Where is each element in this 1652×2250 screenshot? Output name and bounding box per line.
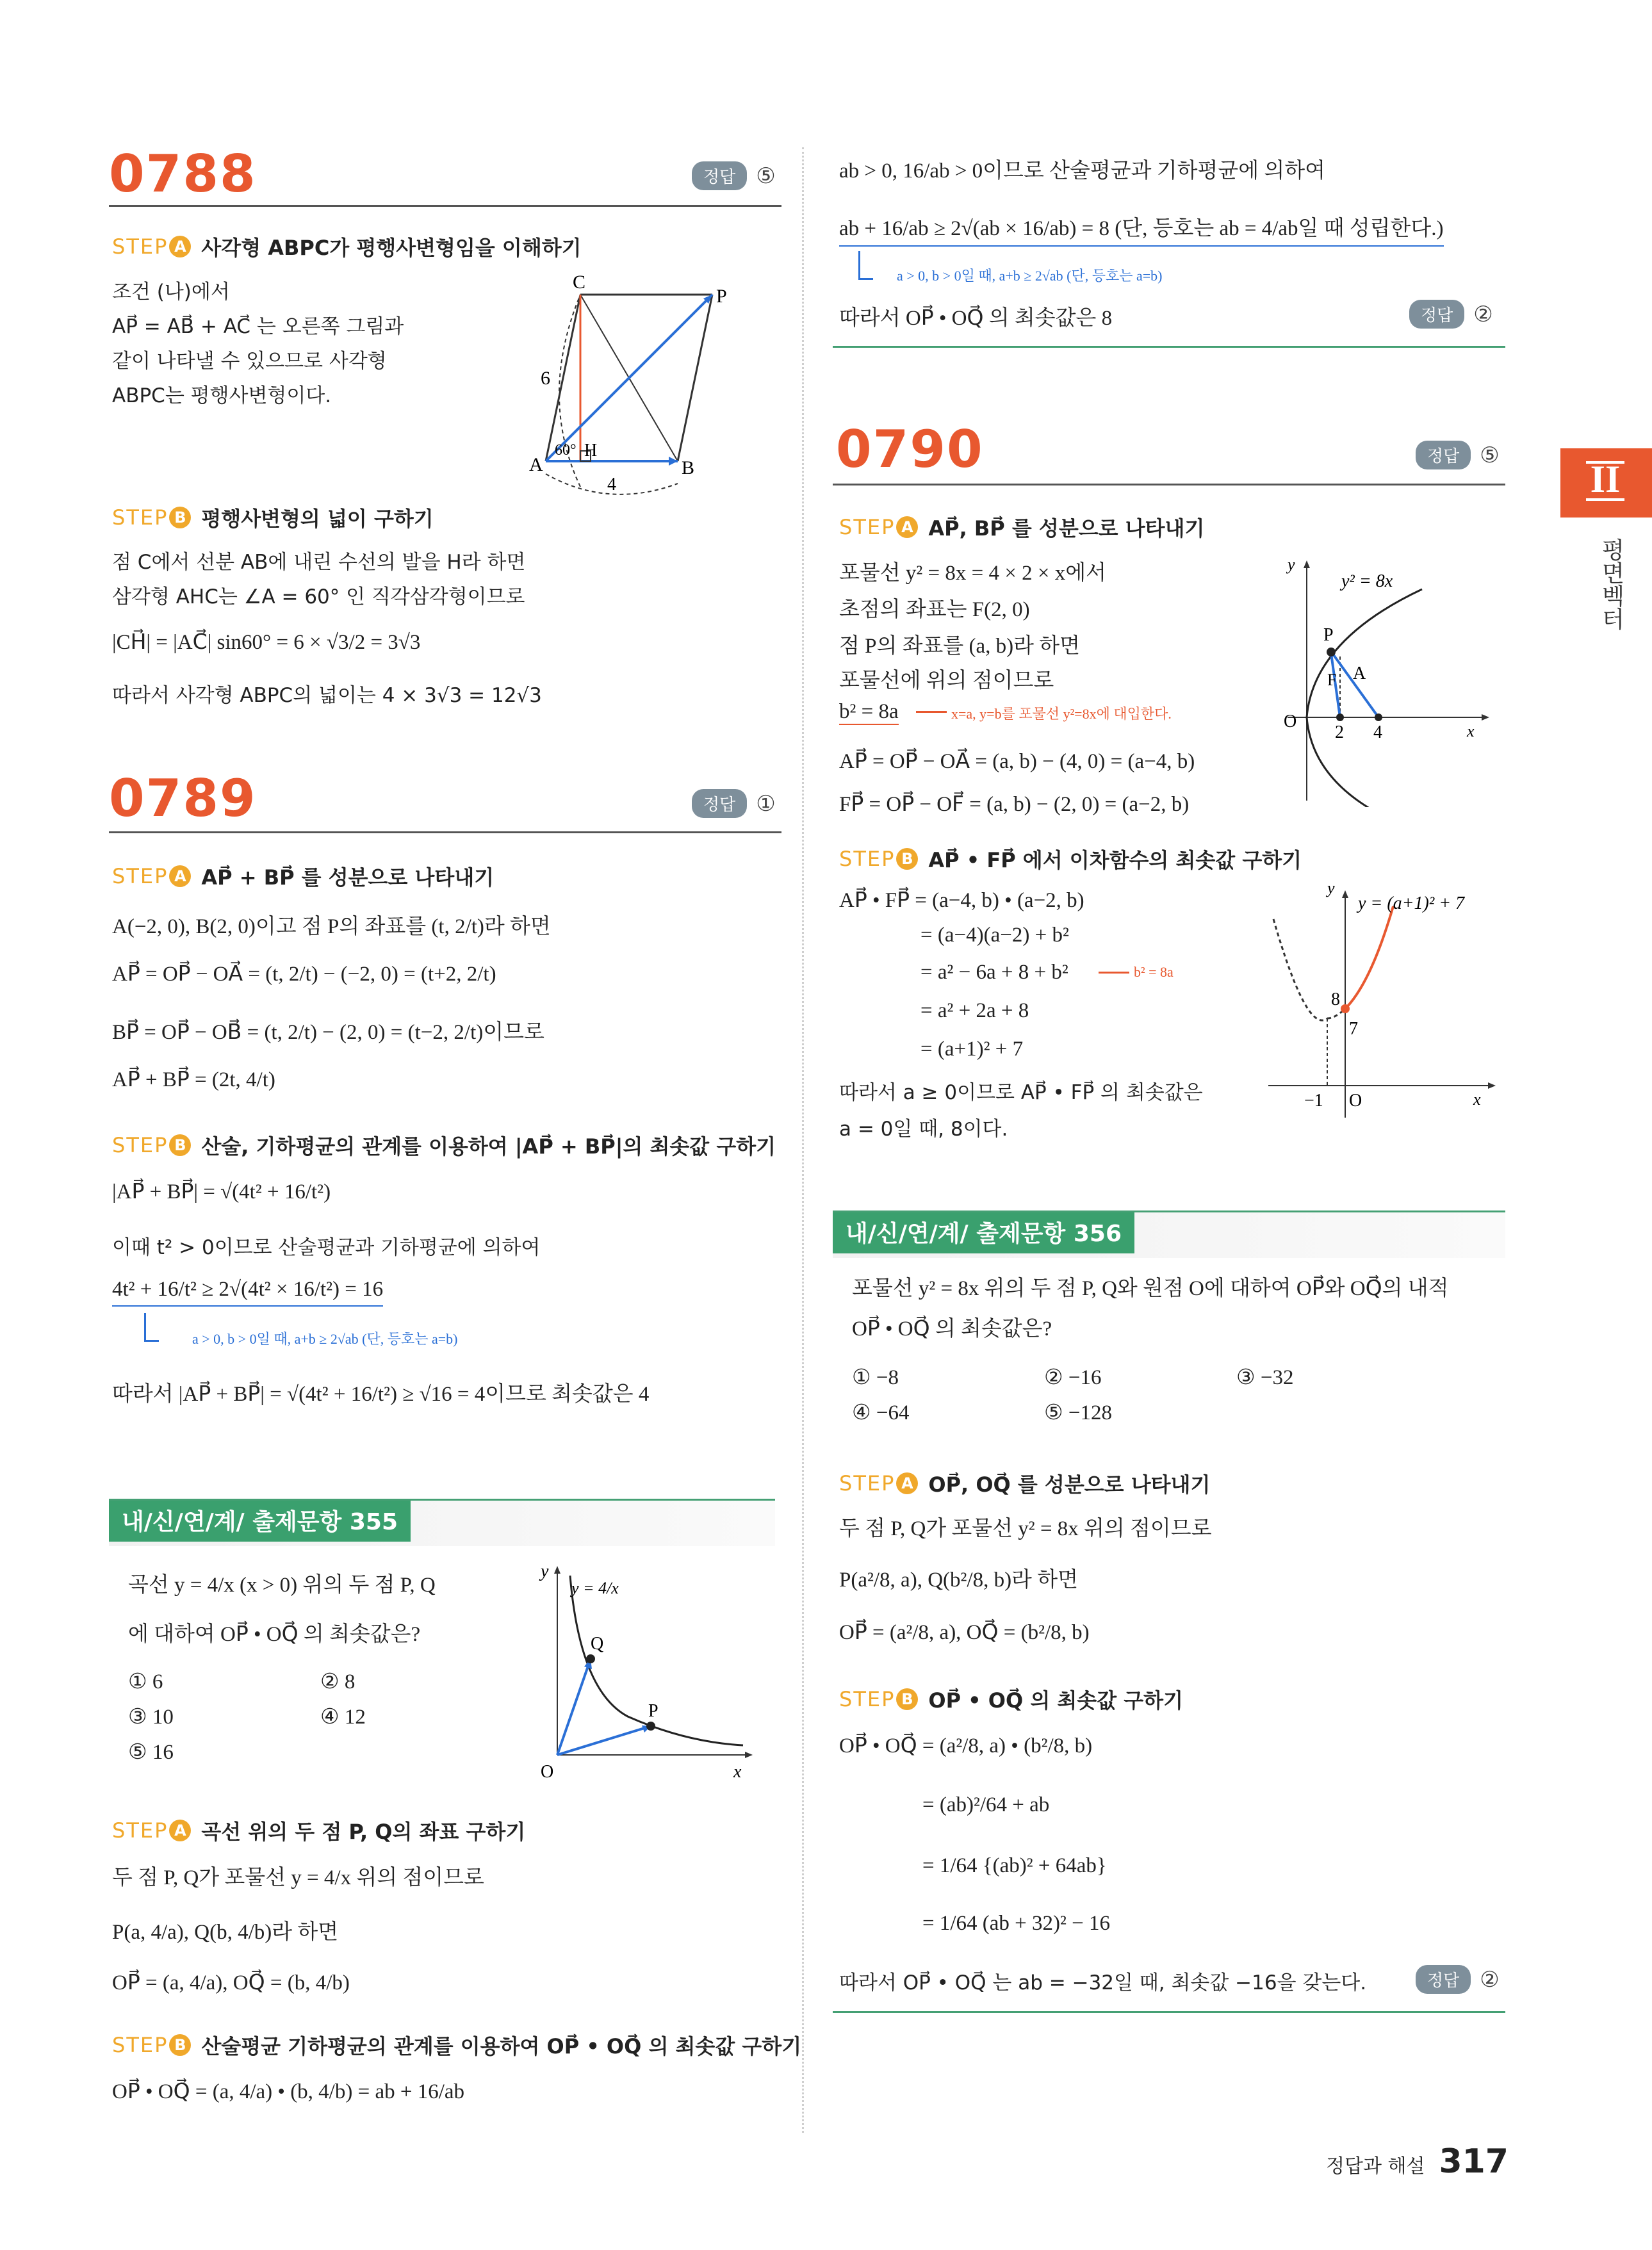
- curve-label: y² = 8x: [1341, 571, 1393, 591]
- choice[interactable]: ⑤ 16: [128, 1741, 174, 1764]
- answer-0789: [692, 789, 776, 818]
- answer-label: 정답: [1416, 441, 1471, 469]
- step-word: STEP: [112, 1818, 168, 1843]
- step-letter: B: [896, 1688, 918, 1710]
- curve-label: y = (a+1)² + 7: [1358, 893, 1465, 913]
- step-title: 곡선 위의 두 점 P, Q의 좌표 구하기: [201, 1820, 526, 1844]
- answer-label: 정답: [692, 161, 747, 190]
- hint-arrow: [916, 711, 947, 713]
- math-line: = (ab)²/64 + ab: [922, 1793, 1050, 1816]
- math-line: OP⃗ • OQ⃗ = (a²/8, a) • (b²/8, b): [839, 1734, 1093, 1757]
- step-a-355: [112, 1816, 525, 1845]
- math-line: |CH⃗| = |AC⃗| sin60° = 6 × √3/2 = 3√3: [112, 631, 421, 654]
- tick-minus1: −1: [1304, 1091, 1323, 1111]
- hint-text: b² = 8a: [1134, 964, 1174, 980]
- label-h: H: [584, 441, 598, 461]
- q355-rule: [109, 1499, 775, 1501]
- origin: O: [1349, 1091, 1362, 1111]
- answer-value: ⑤: [1480, 442, 1500, 468]
- text-line: a = 0일 때, 8이다.: [839, 1118, 1008, 1141]
- math-line: 따라서 |AP⃗ + BP⃗| = √(4t² + 16/t²) ≥ √16 = 4이므로 최솟값은 4: [112, 1383, 650, 1406]
- step-letter: B: [169, 2034, 191, 2056]
- divider-0789: [109, 831, 781, 833]
- answer-label: 정답: [1409, 300, 1464, 329]
- step-b-355: [112, 2030, 801, 2060]
- label-4: 4: [607, 475, 616, 494]
- label-c: C: [573, 272, 586, 293]
- math-line: AP⃗ = OP⃗ − OA⃗ = (a, b) − (4, 0) = (a−4, b): [839, 750, 1195, 773]
- axis-y: y: [541, 1563, 549, 1581]
- math-line: ab + 16/ab ≥ 2√(ab × 16/ab) = 8 (단, 등호는 ab = 4/ab일 때 성립한다.): [839, 211, 1444, 247]
- answer-0788: [692, 161, 776, 190]
- label-p: P: [716, 286, 727, 307]
- text-line: ABPC는 평행사변형이다.: [112, 384, 332, 407]
- choice[interactable]: ④ 12: [320, 1706, 366, 1729]
- choice[interactable]: ① −8: [852, 1366, 899, 1389]
- answer-label: 정답: [1416, 1965, 1471, 1994]
- step-title: 산술, 기하평균의 관계를 이용하여 |AP⃗ + BP⃗|의 최솟값 구하기: [201, 1134, 776, 1159]
- answer-value: ②: [1480, 1966, 1500, 1993]
- question-line: 에 대하여 OP⃗ • OQ⃗ 의 최솟값은?: [128, 1623, 421, 1646]
- problem-number-0790: 0790: [836, 420, 984, 479]
- answer-value: ②: [1473, 301, 1493, 327]
- step-word: STEP: [839, 1471, 896, 1496]
- label-6: 6: [541, 368, 550, 389]
- step-title: 평행사변형의 넓이 구하기: [201, 507, 434, 531]
- curve-label: y = 4/x: [571, 1579, 619, 1597]
- math-line: 두 점 P, Q가 포물선 y = 4/x 위의 점이므로: [112, 1866, 484, 1889]
- step-letter: A: [169, 865, 191, 887]
- edge-pb: [678, 295, 712, 461]
- column-divider: [802, 147, 804, 2133]
- choice[interactable]: ① 6: [128, 1670, 163, 1693]
- text-line: 조건 (나)에서: [112, 281, 230, 304]
- step-title: AP⃗, BP⃗ 를 성분으로 나타내기: [928, 516, 1205, 541]
- label-p: P: [1323, 625, 1334, 645]
- value-7: 7: [1349, 1019, 1358, 1039]
- label-p: P: [648, 1701, 658, 1721]
- math-line: = 1/64 {(ab)² + 64ab}: [922, 1854, 1107, 1877]
- chapter-tab: [1560, 448, 1652, 518]
- math-line: P(a, 4/a), Q(b, 4/b)라 하면: [112, 1921, 339, 1944]
- math-line: 포물선 y² = 8x = 4 × 2 × x에서: [839, 562, 1106, 585]
- hint-arrow: [1099, 972, 1129, 974]
- math-line: A(−2, 0), B(2, 0)이고 점 P의 좌표를 (t, 2/t)라 하면: [112, 915, 551, 938]
- edge-ca: [546, 295, 580, 461]
- q355-figure: [532, 1563, 762, 1781]
- value-8: 8: [1331, 990, 1340, 1009]
- footer-label: 정답과 해설: [1326, 2155, 1425, 2178]
- text-line: 삼각형 AHC는 ∠A = 60° 인 직각삼각형이므로: [112, 585, 525, 608]
- origin: O: [541, 1762, 554, 1781]
- choice[interactable]: ③ 10: [128, 1706, 174, 1729]
- step-title: 산술평균 기하평균의 관계를 이용하여 OP⃗ • OQ⃗ 의 최솟값 구하기: [201, 2034, 802, 2058]
- answer-355: [1409, 300, 1493, 329]
- text-line: 따라서 사각형 ABPC의 넓이는 4 × 3√3 = 12√3: [112, 684, 542, 707]
- question-line: 포물선 y² = 8x 위의 두 점 P, Q와 원점 O에 대하여 OP⃗와 OQ⃗의 내적: [852, 1277, 1449, 1300]
- step-letter: B: [169, 507, 191, 528]
- chapter-label: 평면벡터: [1598, 538, 1624, 630]
- step-a-0788: [112, 232, 582, 261]
- math-line: FP⃗ = OP⃗ − OF⃗ = (a, b) − (2, 0) = (a−2, b): [839, 793, 1190, 816]
- axis-x: x: [733, 1762, 742, 1781]
- math-line: OP⃗ • OQ⃗ = (a, 4/a) • (b, 4/b) = ab + 16/ab: [112, 2080, 465, 2103]
- math-line: 포물선에 위의 점이므로: [839, 669, 1054, 692]
- divider-0788: [109, 205, 781, 207]
- q356-rule: [833, 1211, 1505, 1212]
- label-q: Q: [591, 1634, 604, 1654]
- parallelogram-figure: [512, 269, 769, 500]
- step-letter: A: [169, 1820, 191, 1841]
- page-footer: [1326, 2142, 1509, 2181]
- axis-x: x: [1467, 722, 1475, 740]
- chapter-numeral: II: [1586, 461, 1624, 501]
- axis-y: y: [1288, 555, 1295, 574]
- step-word: STEP: [112, 2033, 168, 2057]
- label-f: F: [1327, 671, 1337, 689]
- axis-y: y: [1327, 881, 1335, 897]
- math-line: OP⃗ = (a²/8, a), OQ⃗ = (b²/8, b): [839, 1621, 1090, 1644]
- step-word: STEP: [839, 515, 896, 539]
- step-title: AP⃗ + BP⃗ 를 성분으로 나타내기: [201, 865, 495, 890]
- text-line: AP⃗ = AB⃗ + AC⃗ 는 오른쪽 그림과: [112, 315, 404, 338]
- math-line: AP⃗ • FP⃗ = (a−4, b) • (a−2, b): [839, 889, 1084, 912]
- step-letter: A: [896, 1472, 918, 1494]
- math-line: 초점의 좌표는 F(2, 0): [839, 598, 1030, 621]
- quadratic-figure: [1255, 881, 1505, 1124]
- step-word: STEP: [112, 864, 168, 888]
- label-a: A: [529, 454, 543, 475]
- math-line: 점 P의 좌표를 (a, b)라 하면: [839, 635, 1081, 658]
- step-a-0789: [112, 861, 494, 891]
- divider-355: [833, 346, 1505, 348]
- step-letter: A: [896, 516, 918, 538]
- axis-x: x: [1473, 1090, 1481, 1109]
- hint-text: a > 0, b > 0일 때, a+b ≥ 2√ab (단, 등호는 a=b): [897, 268, 1163, 284]
- step-letter: A: [169, 236, 191, 257]
- question-line: 곡선 y = 4/x (x > 0) 위의 두 점 P, Q: [128, 1574, 436, 1597]
- step-word: STEP: [839, 1687, 896, 1711]
- label-60: 60°: [555, 442, 577, 459]
- text-line: 따라서 OP⃗ • OQ⃗ 는 ab = −32일 때, 최솟값 −16을 갖는다.: [839, 1971, 1367, 1994]
- answer-label: 정답: [692, 789, 747, 818]
- step-letter: B: [169, 1134, 191, 1156]
- answer-value: ①: [756, 790, 776, 817]
- step-title: AP⃗ • FP⃗ 에서 이차함수의 최솟값 구하기: [928, 848, 1302, 872]
- divider-0790: [833, 484, 1505, 485]
- tick-2: 2: [1335, 722, 1344, 742]
- q356-title: 내/신/연/계/ 출제문항 356: [833, 1211, 1134, 1253]
- math-line: = (a+1)² + 7: [920, 1038, 1024, 1061]
- step-title: OP⃗ • OQ⃗ 의 최솟값 구하기: [928, 1688, 1183, 1713]
- math-line: = (a−4)(a−2) + b²: [920, 924, 1069, 947]
- math-line: b² = 8a: [839, 700, 899, 725]
- choice[interactable]: ④ −64: [852, 1401, 910, 1424]
- math-line: |AP⃗ + BP⃗| = √(4t² + 16/t²): [112, 1180, 331, 1203]
- step-b-356: [839, 1684, 1183, 1714]
- text-line: 점 C에서 선분 AB에 내린 수선의 발을 H라 하면: [112, 551, 526, 574]
- step-a-0790: [839, 512, 1204, 542]
- question-line: OP⃗ • OQ⃗ 의 최솟값은?: [852, 1317, 1052, 1341]
- math-line: = a² − 6a + 8 + b²: [920, 961, 1068, 984]
- hint-text: a > 0, b > 0일 때, a+b ≥ 2√ab (단, 등호는 a=b): [192, 1331, 458, 1347]
- label-a: A: [1353, 664, 1366, 683]
- math-line: 4t² + 16/t² ≥ 2√(4t² × 16/t²) = 16: [112, 1278, 383, 1307]
- choice[interactable]: ③ −32: [1236, 1366, 1294, 1389]
- step-a-356: [839, 1469, 1210, 1498]
- choice[interactable]: ② −16: [1044, 1366, 1102, 1389]
- divider-356: [833, 2011, 1505, 2013]
- step-letter: B: [896, 848, 918, 870]
- answer-0790: [1416, 441, 1500, 469]
- hint-text: x=a, y=b를 포물선 y²=8x에 대입한다.: [951, 706, 1172, 722]
- math-line: ab > 0, 16/ab > 0이므로 산술평균과 기하평균에 의하여: [839, 159, 1325, 183]
- math-line: 두 점 P, Q가 포물선 y² = 8x 위의 점이므로: [839, 1517, 1212, 1540]
- math-line: = 1/64 (ab + 32)² − 16: [922, 1912, 1111, 1935]
- math-line: 따라서 OP⃗ • OQ⃗ 의 최솟값은 8: [839, 307, 1113, 330]
- step-title: 사각형 ABPC가 평행사변형임을 이해하기: [201, 236, 582, 260]
- tick-4: 4: [1373, 722, 1382, 742]
- choice[interactable]: ⑤ −128: [1044, 1401, 1112, 1424]
- answer-value: ⑤: [756, 163, 776, 189]
- step-word: STEP: [839, 847, 896, 871]
- answer-356: [1416, 1965, 1500, 1994]
- q355-title: 내/신/연/계/ 출제문항 355: [109, 1499, 411, 1542]
- step-word: STEP: [112, 505, 168, 530]
- parabola-figure: [1275, 551, 1493, 807]
- page-number: 317: [1439, 2142, 1509, 2181]
- math-line: BP⃗ = OP⃗ − OB⃗ = (t, 2/t) − (2, 0) = (t−2, 2/t)이므로: [112, 1021, 544, 1044]
- label-b: B: [682, 457, 695, 478]
- math-line: AP⃗ + BP⃗ = (2t, 4/t): [112, 1068, 275, 1091]
- step-b-0788: [112, 503, 434, 532]
- math-line: = a² + 2a + 8: [920, 999, 1029, 1022]
- text-line: 따라서 a ≥ 0이므로 AP⃗ • FP⃗ 의 최솟값은: [839, 1081, 1203, 1104]
- step-title: OP⃗, OQ⃗ 를 성분으로 나타내기: [928, 1472, 1211, 1497]
- step-word: STEP: [112, 234, 168, 259]
- step-word: STEP: [112, 1133, 168, 1157]
- hint-arrow: [858, 251, 873, 280]
- text-line: 이때 t² > 0이므로 산술평균과 기하평균에 의하여: [112, 1236, 541, 1259]
- origin: O: [1284, 712, 1297, 731]
- math-line: OP⃗ = (a, 4/a), OQ⃗ = (b, 4/b): [112, 1971, 350, 1994]
- math-line: P(a²/8, a), Q(b²/8, b)라 하면: [839, 1569, 1078, 1592]
- step-b-0789: [112, 1130, 776, 1160]
- choice[interactable]: ② 8: [320, 1670, 356, 1693]
- hint-arrow: [144, 1313, 159, 1342]
- math-line: AP⃗ = OP⃗ − OA⃗ = (t, 2/t) − (−2, 0) = (t+2, 2/t): [112, 963, 496, 986]
- problem-number-0789: 0789: [109, 769, 257, 828]
- step-b-0790: [839, 844, 1302, 874]
- problem-number-0788: 0788: [109, 144, 257, 204]
- text-line: 같이 나타낼 수 있으므로 사각형: [112, 350, 387, 373]
